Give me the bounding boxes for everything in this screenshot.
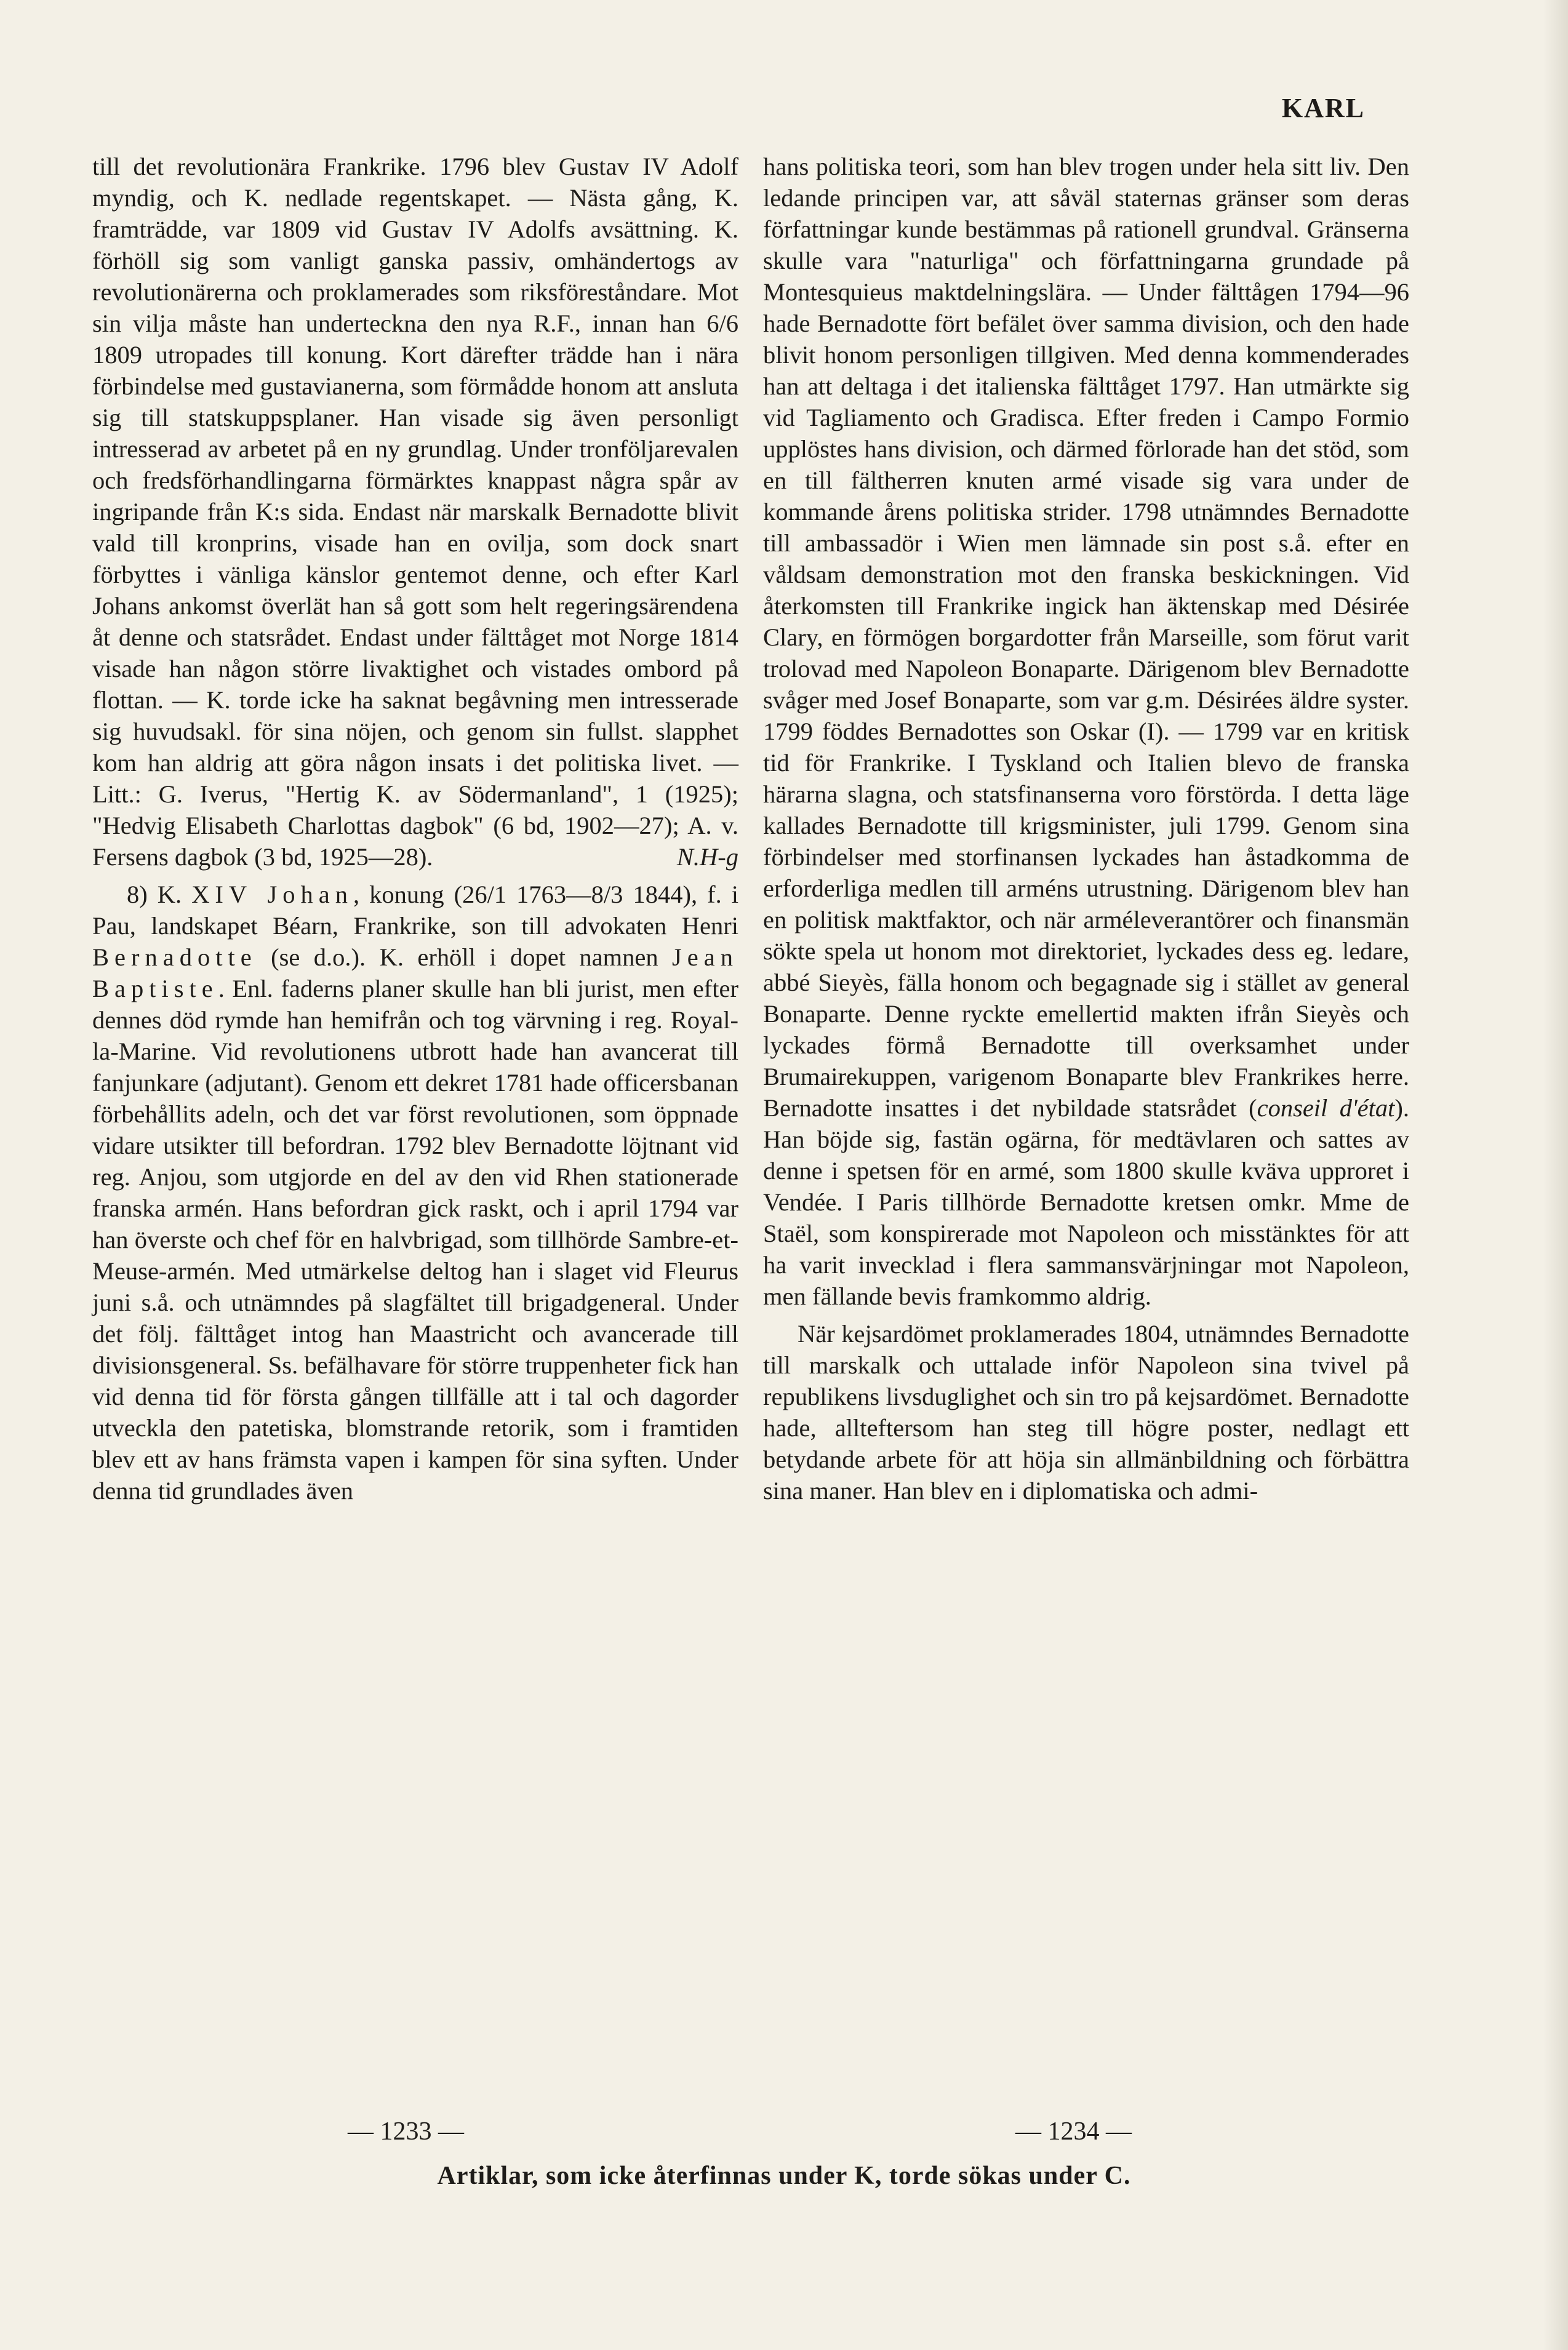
paragraph-text: (se d.o.). K. erhöll i dopet namnen (257, 943, 673, 971)
italic-term: conseil d'état (1257, 1094, 1395, 1122)
entry-name: XIV Johan (191, 881, 353, 908)
paragraph-text: till det revolutionära Frankrike. 1796 blev Gustav IV Adolf myndig, och K. nedlade regentskapet. — Nästa gång, K. framträdde, var 1809 vid Gustav IV Adolfs avsättning. K. förhöll sig som vanligt ganska passiv, omhändertogs av revolutionärerna och proklamerades som riksföreståndare. Mot sin vilja måste han underteckna den nya R.F., innan han 6/6 1809 utropades till konung. Kort därefter trädde han i nära förbindelse med gustavianerna, som förmådde honom att ansluta sig till statskuppsplaner. Han visade sig även personligt intresserad av arbetet på en ny grundlag. Under tronföljarevalen och fredsförhandlingarna förmärktes knappast några spår av ingripande från K:s sida. Endast när marskalk Bernadotte blivit vald till kronprins, visade han en ovilja, som dock snart förbyttes i vänliga känslor gentemot denne, och efter Karl Johans ankomst överlät han så gott som helt regeringsärendena åt denne och statsrådet. Endast under fälttåget mot Norge 1814 visade han någon större livaktighet och vistades ombord på flottan. — K. torde icke ha saknat begåvning men intresserade sig huvudsakl. för sina nöjen, och genom sin fullst. slapphet kom han aldrig att göra någon insats i det politiska livet. — Litt.: G. Iverus, "Hertig K. av Södermanland", 1 (1925); "Hedvig Elisabeth Charlottas dagbok" (6 bd, 1902—27); A. v. Fersens dagbok (3 bd, 1925—28). (92, 153, 738, 871)
page-number-right: — 1234 — (1015, 2117, 1132, 2146)
author-signature: N.H-g (676, 843, 738, 871)
karl-xiv-johan-article-start (92, 879, 738, 1506)
paragraph-text: hans politiska teori, som han blev trogen under hela sitt liv. Den ledande principen var, att såväl staternas gränser som deras författningar kunde bestämmas på rationell grundval. Gränserna skulle vara "naturliga" och författningarna grundade på Montesquieus maktdelningslära. — Under fälttågen 1794—96 hade Bernadotte fört befälet över samma division, och den hade blivit honom personligen tillgiven. Med denna kommenderades han att deltaga i det italienska fälttåget 1797. Han utmärkte sig vid Tagliamento och Gradisca. Efter freden i Campo Formio upplöstes hans division, och därmed förlorade han det stöd, som en till fältherren knuten armé visade sig vara under de kommande årens politiska strider. 1798 utnämndes Bernadotte till ambassadör i Wien men lämnade sin post s.å. efter en våldsam demonstration mot den franska beskickningen. Vid återkomsten till Frankrike ingick han äktenskap med Désirée Clary, en förmögen borgardotter från Marseille, som förut varit trolovad med Napoleon Bonaparte. Därigenom blev Bernadotte svåger med Josef Bonaparte, som var g.m. Désirées äldre syster. 1799 föddes Bernadottes son Oskar (I). — 1799 var en kritisk tid för Frankrike. I Tyskland och Italien blevo de franska härarna slagna, och statsfinanserna voro förstörda. I detta läge kallades Bernadotte till krigsminister, juli 1799. Genom sina förbindelser med storfinansen lyckades han åstadkomma de erforderliga medlen till arméns utrustning. Därigenom blev han en politisk maktfaktor, och när arméleverantörer och finansmän sökte spela ut honom mot direktoriet, lyckades dess eg. ledare, abbé Sieyès, fälla honom och begagnade sig i stället av general Bonaparte. Denne ryckte emellertid makten ifrån Sieyès och lyckades förmå Bernadotte till overksamhet under Brumairekuppen, varigenom Bonaparte blev Frankrikes herre. Bernadotte insattes i det nybildade statsrådet ( (763, 153, 1409, 1122)
page-edge-shadow (1543, 0, 1568, 2350)
paragraph-text: ). Han böjde sig, fastän ogärna, för medtävlaren och sattes av denne i spetsen för en armé, som 1800 skulle kväva upproret i Vendée. I Paris tillhörde Bernadotte kretsen omkr. Mme de Staël, som konspirerade mot Napoleon och misstänktes för att ha varit invecklad i flera sammansvärjningar mot Napoleon, men fällande bevis framkommo aldrig. (763, 1094, 1410, 1310)
paragraph-text: . Enl. faderns planer skulle han bli jurist, men efter dennes död rymde han hemifrån och tog värvning i reg. Royal-la-Marine. Vid revolutionens utbrott hade han avancerat till fanjunkare (adjutant). Genom ett dekret 1781 hade officersbanan förbehållits adeln, och det var först revolutionen, som öppnade vidare utsikter till befordran. 1792 blev Bernadotte löjtnant vid reg. Anjou, som utgjorde en del av den vid Rhen stationerade franska armén. Hans befordran gick raskt, och i april 1794 var han överste och chef för en halvbrigad, som tillhörde Sambre-et-Meuse-armén. Med utmärkelse deltog han i slaget vid Fleurus juni s.å. och utnämndes på slagfältet till brigadgeneral. Under det följ. fälttåget intog han Maastricht och avancerade till divisionsgeneral. Ss. befälhavare för större truppenheter fick han vid denna tid för första gången tillfälle att i tal och dagorder utveckla den patetiska, blomstrande retorik, som i framtiden blev ett av hans främsta vapen i kampen för sina syften. Under denna tid grundlades även (92, 975, 738, 1505)
right-column (763, 151, 1409, 1506)
left-column (92, 151, 738, 1506)
footer-note: Artiklar, som icke återfinnas under K, torde sökas under C. (437, 2162, 1131, 2190)
karl-xiv-johan-article-paragraph: När kejsardömet proklamerades 1804, utnämndes Bernadotte till marskalk och uttalade inför Napoleon sina tvivel på republikens livsduglighet och sin tro på kejsardömet. Bernadotte hade, allteftersom han steg till högre poster, nedlagt ett betydande arbete för att höja sin allmänbildning och förbättra sina maner. Han blev en i diplomatiska och admi- (763, 1320, 1409, 1505)
entry-number: 8) K. (127, 881, 192, 908)
karl-xiv-johan-article-continued (763, 151, 1409, 1312)
running-head: KARL (1281, 93, 1365, 123)
paragraph-text: , konung (26/1 1763—8/3 1844), f. i Pau, landskapet Béarn, Frankrike, son till advokaten Henri (92, 881, 738, 940)
baptismal-name: Jean Baptiste (92, 943, 738, 1002)
father-surname: Bernadotte (92, 943, 257, 971)
karl-xiii-article-end (92, 151, 738, 873)
page-number-left: — 1233 — (348, 2117, 464, 2146)
